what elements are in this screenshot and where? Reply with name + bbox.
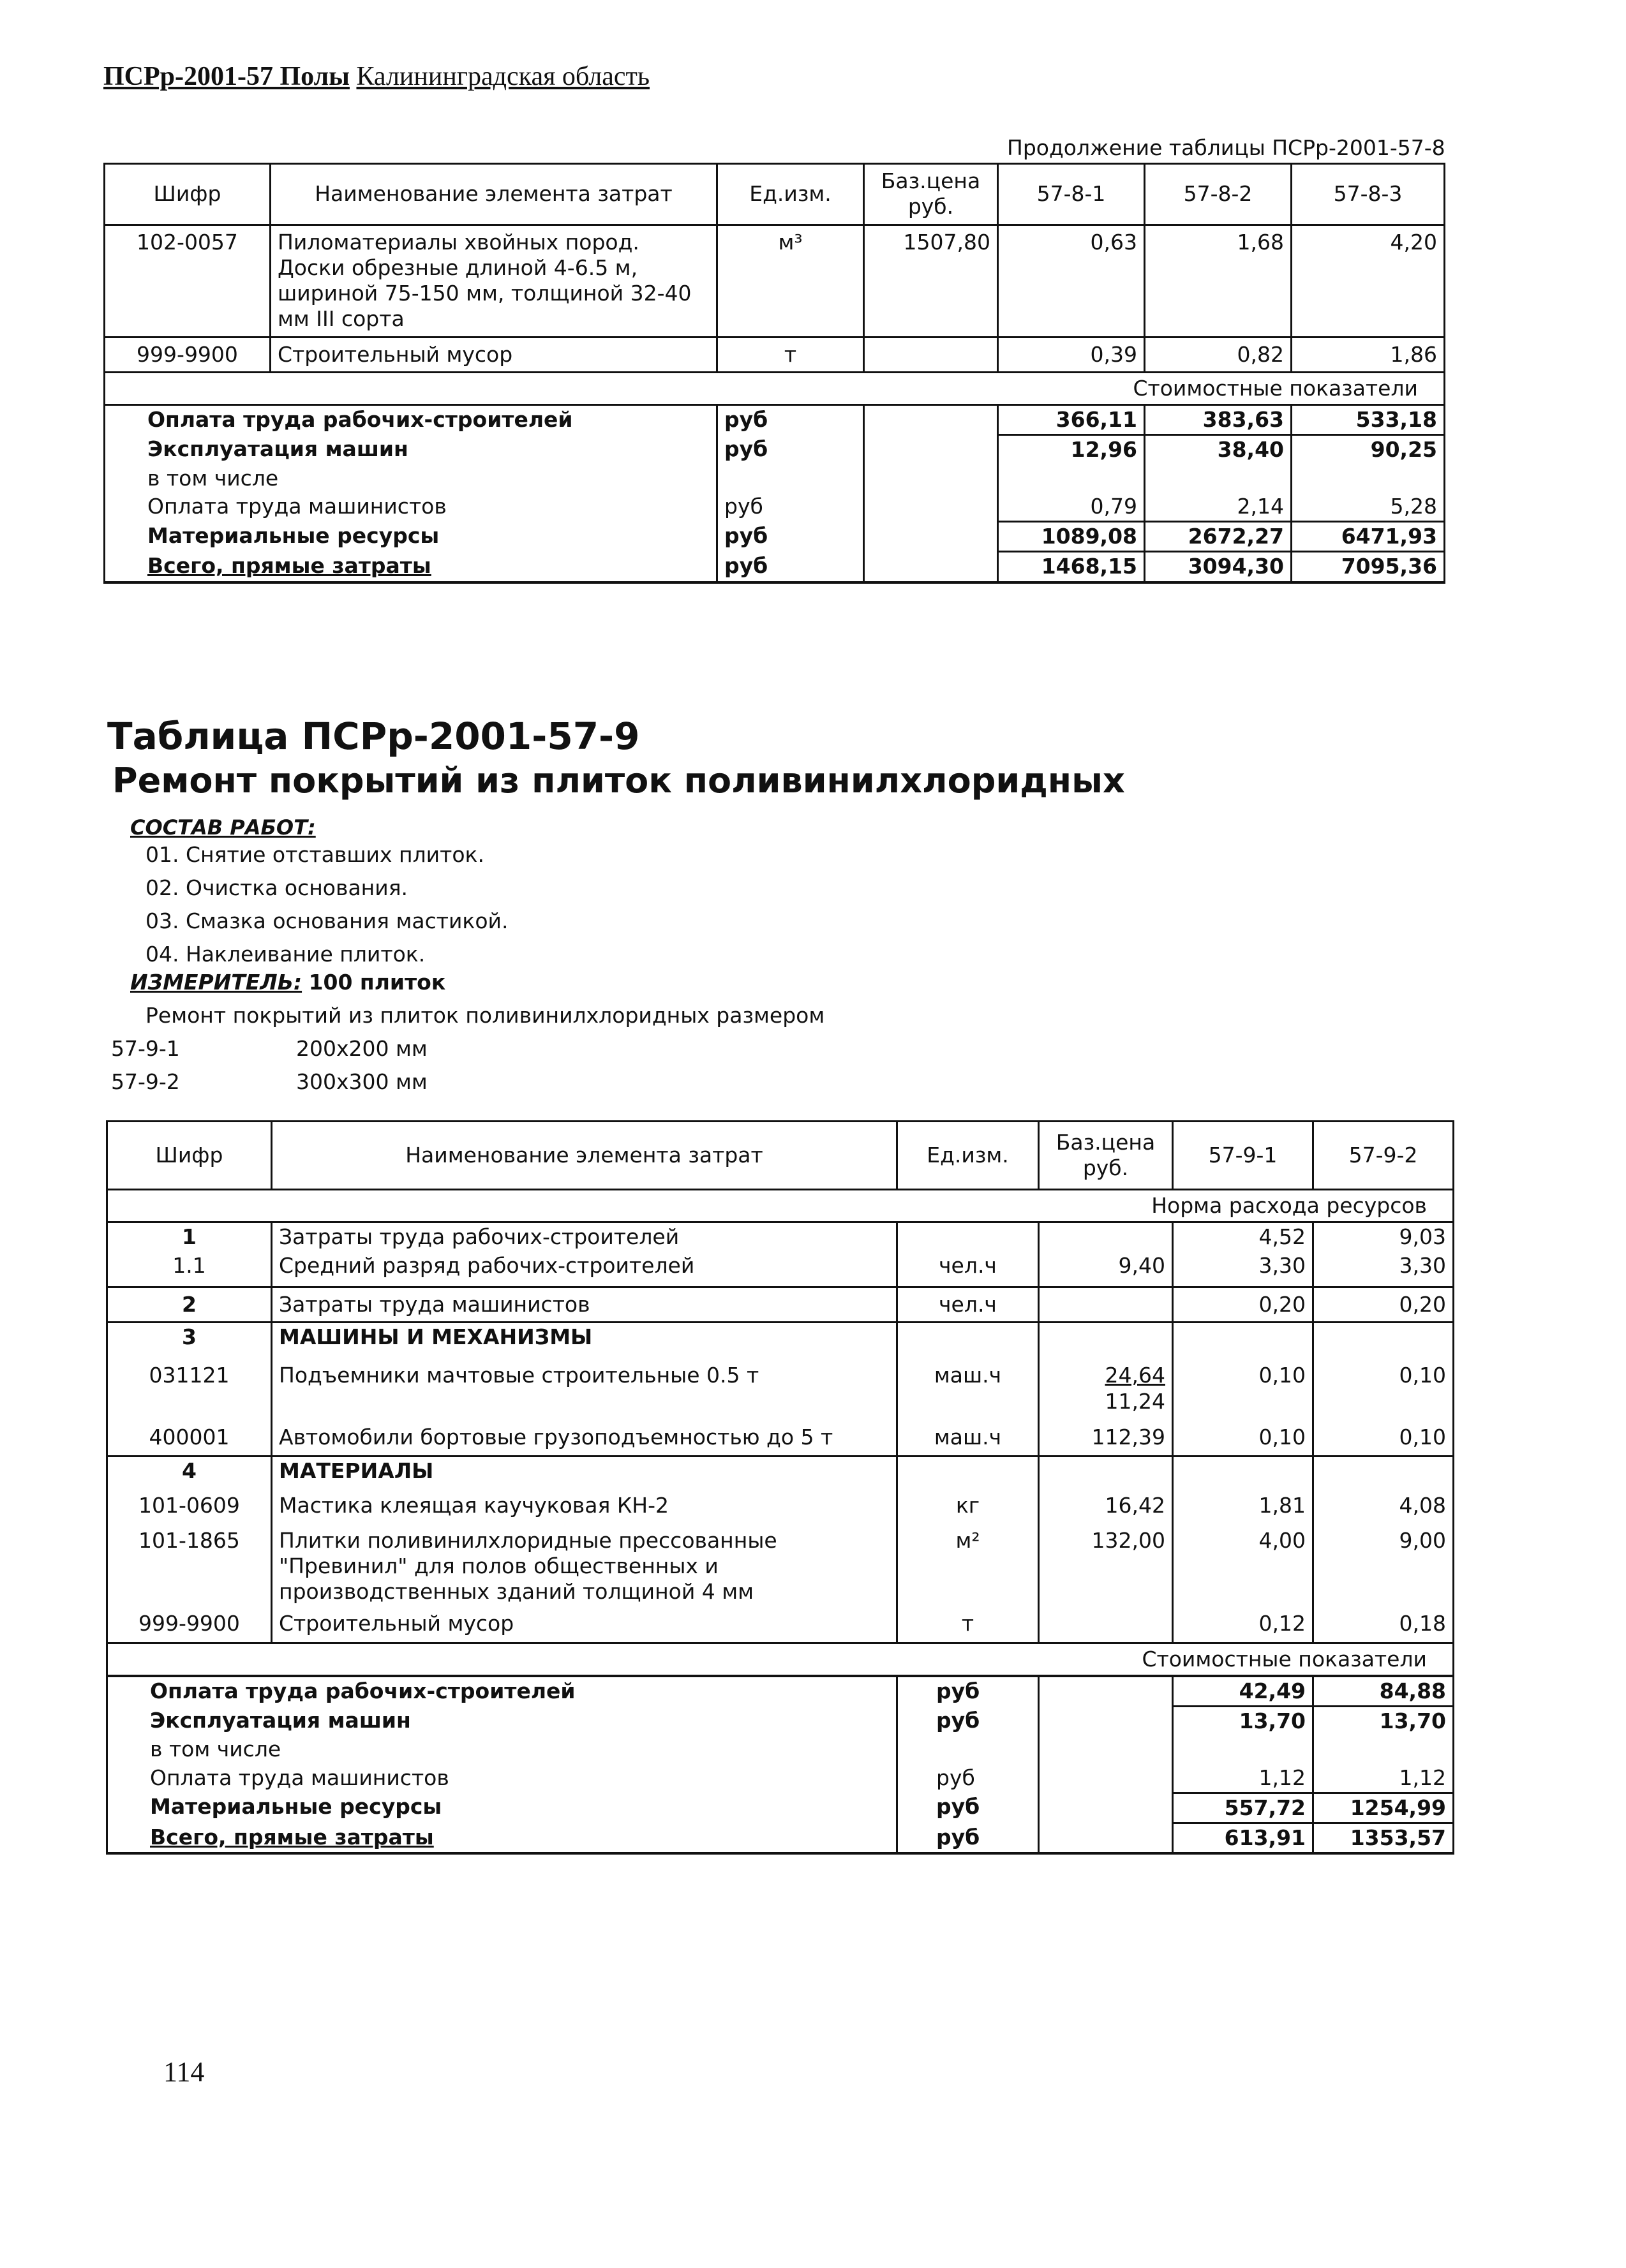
row-price: 132,00 <box>1039 1520 1173 1606</box>
work-item: 04. Наклеивание плиток. <box>145 942 426 967</box>
cost-v1 <box>1173 1735 1313 1763</box>
table2-norm-band: Норма расхода ресурсов <box>107 1190 1454 1222</box>
cost-unit: руб <box>717 522 864 552</box>
cost-row <box>107 1676 1454 1707</box>
table1-col-price: Баз.цена руб. <box>864 164 998 225</box>
row-code: 1 <box>107 1222 272 1252</box>
row-unit <box>897 1222 1039 1252</box>
row-v1: 4,52 <box>1173 1222 1313 1252</box>
row-v2: 0,10 <box>1313 1351 1454 1416</box>
cost-price <box>864 493 998 522</box>
row-price <box>1039 1287 1173 1322</box>
cost-unit: руб <box>897 1793 1039 1823</box>
row-v1: 4,00 <box>1173 1520 1313 1606</box>
variant-code: 57-9-1 <box>111 1036 180 1061</box>
cost-row <box>105 522 1445 552</box>
cost-price <box>1039 1735 1173 1763</box>
cost-unit <box>717 464 864 493</box>
row-price <box>1039 1456 1173 1486</box>
cost-v1: 42,49 <box>1173 1676 1313 1707</box>
cost-v1: 366,11 <box>998 405 1145 435</box>
row-unit: м³ <box>717 225 864 337</box>
row-code: 400001 <box>107 1416 272 1456</box>
row-unit: м² <box>897 1520 1039 1606</box>
row-name: Средний разряд рабочих-строителей <box>272 1252 897 1287</box>
table1-header-row <box>105 164 1445 225</box>
table2-col-code: Шифр <box>107 1122 272 1190</box>
row-name: Затраты труда машинистов <box>272 1287 897 1322</box>
cost-unit: руб <box>717 493 864 522</box>
table-row <box>107 1520 1454 1606</box>
cost-v1: 1468,15 <box>998 552 1145 582</box>
meter-value: 100 плиток <box>308 970 446 995</box>
cost-row <box>105 405 1445 435</box>
cost-name: Оплата труда машинистов <box>105 493 717 522</box>
row-unit: кг <box>897 1485 1039 1520</box>
page-number: 114 <box>163 2056 205 2087</box>
row-v2: 4,08 <box>1313 1485 1454 1520</box>
header-region: Калининградская область <box>356 62 650 91</box>
table1-col-name: Наименование элемента затрат <box>271 164 717 225</box>
cost-unit: руб <box>897 1823 1039 1854</box>
row-code: 2 <box>107 1287 272 1322</box>
cost-row <box>107 1707 1454 1736</box>
variant-size: 300х300 мм <box>296 1069 428 1094</box>
cost-price <box>864 405 998 435</box>
cost-row <box>107 1823 1454 1854</box>
row-v2 <box>1313 1323 1454 1352</box>
work-item: 02. Очистка основания. <box>145 875 408 900</box>
row-v1: 0,10 <box>1173 1351 1313 1416</box>
cost-v1: 13,70 <box>1173 1707 1313 1736</box>
row-unit: чел.ч <box>897 1287 1039 1322</box>
row-price: 9,40 <box>1039 1252 1173 1287</box>
row-price: 1507,80 <box>864 225 998 337</box>
cost-row <box>107 1764 1454 1793</box>
table2-col-unit: Ед.изм. <box>897 1122 1039 1190</box>
cost-row <box>105 435 1445 464</box>
cost-unit: руб <box>717 405 864 435</box>
cost-unit: руб <box>717 435 864 464</box>
row-code: 3 <box>107 1323 272 1352</box>
price-secondary: 11,24 <box>1105 1388 1165 1414</box>
row-code: 101-1865 <box>107 1520 272 1606</box>
table2-col-price: Баз.цена руб. <box>1039 1122 1173 1190</box>
cost-v2 <box>1145 464 1292 493</box>
cost-v2 <box>1313 1735 1454 1763</box>
row-v2: 0,20 <box>1313 1287 1454 1322</box>
row-name: Затраты труда рабочих-строителей <box>272 1222 897 1252</box>
cost-row <box>107 1793 1454 1823</box>
cost-name: Материальные ресурсы <box>107 1793 897 1823</box>
cost-name: Эксплуатация машин <box>107 1707 897 1736</box>
cost-unit <box>897 1735 1039 1763</box>
row-price: 16,42 <box>1039 1485 1173 1520</box>
cost-name: в том числе <box>107 1735 897 1763</box>
variant-code: 57-9-2 <box>111 1069 180 1094</box>
cost-unit: руб <box>897 1764 1039 1793</box>
row-name: МАШИНЫ И МЕХАНИЗМЫ <box>272 1323 897 1352</box>
cost-price <box>1039 1764 1173 1793</box>
table1-col-v2: 57-8-2 <box>1145 164 1292 225</box>
row-name: МАТЕРИАЛЫ <box>272 1456 897 1486</box>
cost-v1: 12,96 <box>998 435 1145 464</box>
table-row <box>107 1606 1454 1643</box>
cost-v3: 7095,36 <box>1292 552 1445 582</box>
cost-name: Всего, прямые затраты <box>105 552 717 582</box>
cost-v1: 557,72 <box>1173 1793 1313 1823</box>
row-v3: 4,20 <box>1292 225 1445 337</box>
work-item: 03. Смазка основания мастикой. <box>145 908 509 933</box>
page-header <box>103 61 650 92</box>
table2-band: Стоимостные показатели <box>107 1643 1454 1676</box>
row-unit: маш.ч <box>897 1351 1039 1416</box>
cost-v2: 3094,30 <box>1145 552 1292 582</box>
cost-row <box>105 552 1445 582</box>
cost-price <box>1039 1823 1173 1854</box>
cost-v2: 38,40 <box>1145 435 1292 464</box>
row-v1: 0,20 <box>1173 1287 1313 1322</box>
table-row <box>107 1416 1454 1456</box>
row-code: 101-0609 <box>107 1485 272 1520</box>
row-name: Строительный мусор <box>272 1606 897 1643</box>
cost-price <box>1039 1676 1173 1707</box>
cost-row <box>107 1735 1454 1763</box>
row-unit: т <box>897 1606 1039 1643</box>
cost-name: Материальные ресурсы <box>105 522 717 552</box>
cost-name: Оплата труда рабочих-строителей <box>105 405 717 435</box>
cost-v2: 383,63 <box>1145 405 1292 435</box>
row-unit: т <box>717 337 864 372</box>
table1-band-row <box>105 372 1445 404</box>
meter-label: ИЗМЕРИТЕЛЬ: <box>130 970 302 995</box>
row-v1 <box>1173 1323 1313 1352</box>
section-title: Таблица ПСРр-2001-57-9 <box>107 715 640 758</box>
row-v2: 9,00 <box>1313 1520 1454 1606</box>
cost-row <box>105 493 1445 522</box>
cost-price <box>1039 1707 1173 1736</box>
cost-v3: 6471,93 <box>1292 522 1445 552</box>
table2 <box>106 1120 1454 1855</box>
row-price <box>1039 1351 1173 1416</box>
row-v1: 0,39 <box>998 337 1145 372</box>
cost-price <box>1039 1793 1173 1823</box>
cost-v1: 1089,08 <box>998 522 1145 552</box>
cost-v3: 5,28 <box>1292 493 1445 522</box>
section-description: Ремонт покрытий из плиток поливинилхлоридных размером <box>145 1003 825 1028</box>
table2-norm-band-row <box>107 1190 1454 1222</box>
row-unit: маш.ч <box>897 1416 1039 1456</box>
cost-name: Эксплуатация машин <box>105 435 717 464</box>
row-price <box>1039 1222 1173 1252</box>
cost-unit: руб <box>897 1707 1039 1736</box>
row-unit <box>897 1456 1039 1486</box>
row-name: Пиломатериалы хвойных пород. Доски обрезные длиной 4-6.5 м, шириной 75-150 мм, толщиной 32-40 мм III сорта <box>271 225 717 337</box>
row-v1: 0,12 <box>1173 1606 1313 1643</box>
row-v1: 3,30 <box>1173 1252 1313 1287</box>
row-unit: чел.ч <box>897 1252 1039 1287</box>
row-v2: 0,10 <box>1313 1416 1454 1456</box>
table1 <box>103 163 1445 584</box>
table-row <box>107 1252 1454 1287</box>
row-v1: 1,81 <box>1173 1485 1313 1520</box>
table2-col-v2: 57-9-2 <box>1313 1122 1454 1190</box>
works-label: СОСТАВ РАБОТ: <box>130 815 316 840</box>
table-row <box>107 1485 1454 1520</box>
cost-name: Оплата труда машинистов <box>107 1764 897 1793</box>
cost-v1 <box>998 464 1145 493</box>
cost-v2: 2,14 <box>1145 493 1292 522</box>
cost-price <box>864 522 998 552</box>
table-row <box>105 337 1445 372</box>
cost-v2: 2672,27 <box>1145 522 1292 552</box>
table-row <box>105 225 1445 337</box>
table-row <box>107 1222 1454 1252</box>
row-name: Плитки поливинилхлоридные прессованные "Превинил" для полов общественных и производственных зданий толщиной 4 мм <box>272 1520 897 1606</box>
row-code: 999-9900 <box>107 1606 272 1643</box>
cost-v3 <box>1292 464 1445 493</box>
row-price <box>864 337 998 372</box>
cost-v2: 13,70 <box>1313 1707 1454 1736</box>
cost-name: Всего, прямые затраты <box>107 1823 897 1854</box>
cost-price <box>864 464 998 493</box>
cost-price <box>864 435 998 464</box>
row-v2: 0,82 <box>1145 337 1292 372</box>
cost-unit: руб <box>897 1676 1039 1707</box>
table-row <box>107 1351 1454 1416</box>
table2-col-v1: 57-9-1 <box>1173 1122 1313 1190</box>
row-name: Автомобили бортовые грузоподъемностью до 5 т <box>272 1416 897 1456</box>
row-v1: 0,10 <box>1173 1416 1313 1456</box>
meter <box>130 970 445 995</box>
cost-v2: 1254,99 <box>1313 1793 1454 1823</box>
cost-unit: руб <box>717 552 864 582</box>
row-v2: 9,03 <box>1313 1222 1454 1252</box>
table2-band-row <box>107 1643 1454 1676</box>
cost-name: в том числе <box>105 464 717 493</box>
row-code: 102-0057 <box>105 225 271 337</box>
cost-v1: 1,12 <box>1173 1764 1313 1793</box>
table1-caption: Продолжение таблицы ПСРр-2001-57-8 <box>1007 135 1445 160</box>
section-subtitle: Ремонт покрытий из плиток поливинилхлоридных <box>112 760 1125 801</box>
table1-col-code: Шифр <box>105 164 271 225</box>
row-price: 112,39 <box>1039 1416 1173 1456</box>
table1-col-v1: 57-8-1 <box>998 164 1145 225</box>
cost-v3: 90,25 <box>1292 435 1445 464</box>
row-name: Мастика клеящая каучуковая КН-2 <box>272 1485 897 1520</box>
cost-v2: 84,88 <box>1313 1676 1454 1707</box>
row-v2 <box>1313 1456 1454 1486</box>
row-v1 <box>1173 1456 1313 1486</box>
table2-col-name: Наименование элемента затрат <box>272 1122 897 1190</box>
row-name: Подъемники мачтовые строительные 0.5 т <box>272 1351 897 1416</box>
row-name: Строительный мусор <box>271 337 717 372</box>
table2-header-row <box>107 1122 1454 1190</box>
row-code: 999-9900 <box>105 337 271 372</box>
variant-size: 200х200 мм <box>296 1036 428 1061</box>
row-v2: 0,18 <box>1313 1606 1454 1643</box>
cost-name: Оплата труда рабочих-строителей <box>107 1676 897 1707</box>
price-current: 24,64 <box>1105 1363 1165 1388</box>
cost-v3: 533,18 <box>1292 405 1445 435</box>
cost-row <box>105 464 1445 493</box>
row-code: 031121 <box>107 1351 272 1416</box>
table1-col-v3: 57-8-3 <box>1292 164 1445 225</box>
row-price <box>1039 1606 1173 1643</box>
cost-v1: 0,79 <box>998 493 1145 522</box>
work-item: 01. Снятие отставших плиток. <box>145 842 484 867</box>
row-price <box>1039 1323 1173 1352</box>
cost-v1: 613,91 <box>1173 1823 1313 1854</box>
table1-band: Стоимостные показатели <box>105 372 1445 404</box>
cost-v2: 1,12 <box>1313 1764 1454 1793</box>
header-code: ПСРр-2001-57 Полы <box>103 62 350 91</box>
table-row <box>107 1323 1454 1352</box>
row-code: 1.1 <box>107 1252 272 1287</box>
cost-v2: 1353,57 <box>1313 1823 1454 1854</box>
table-row <box>107 1456 1454 1486</box>
row-code: 4 <box>107 1456 272 1486</box>
table-row <box>107 1287 1454 1322</box>
cost-price <box>864 552 998 582</box>
row-v3: 1,86 <box>1292 337 1445 372</box>
row-v1: 0,63 <box>998 225 1145 337</box>
table1-col-unit: Ед.изм. <box>717 164 864 225</box>
row-v2: 1,68 <box>1145 225 1292 337</box>
row-unit <box>897 1323 1039 1352</box>
row-v2: 3,30 <box>1313 1252 1454 1287</box>
